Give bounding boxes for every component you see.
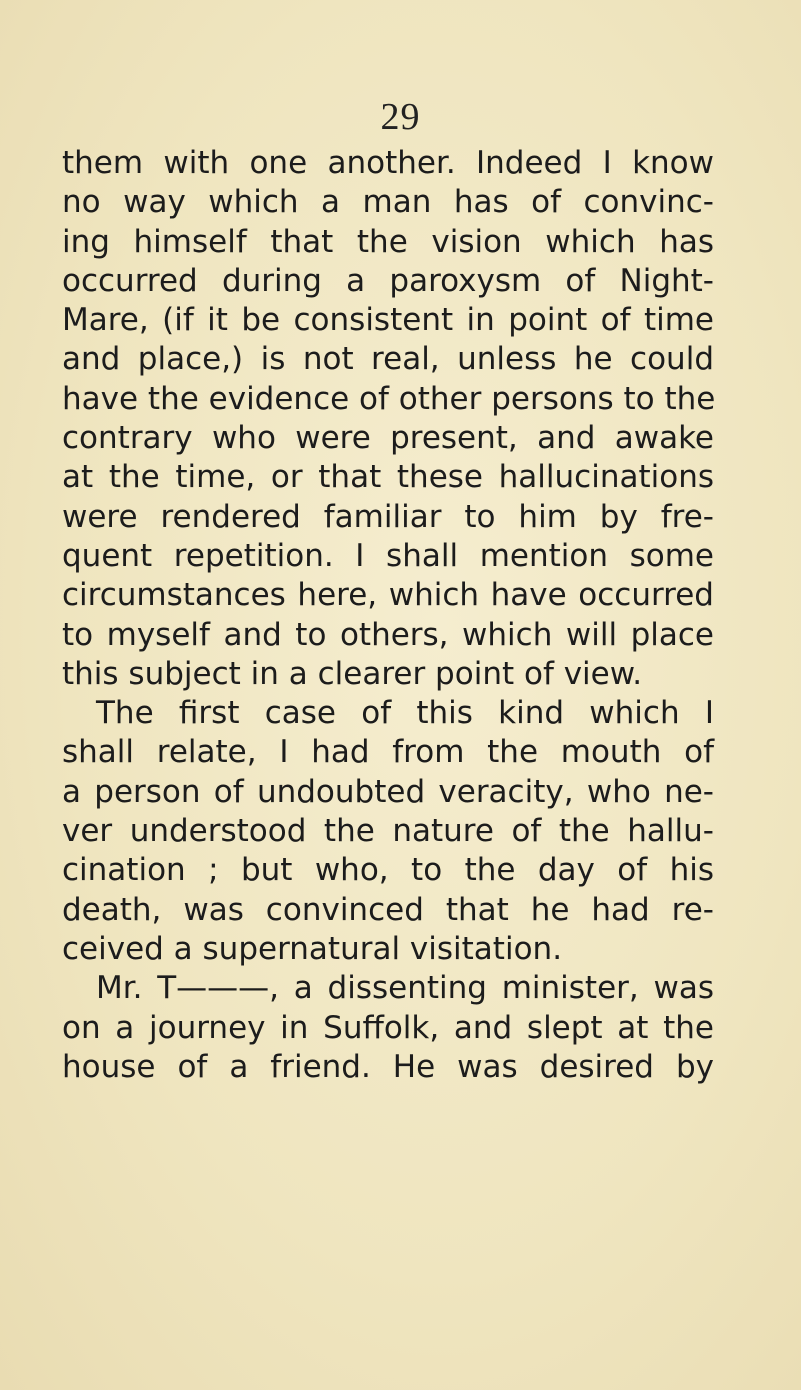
body-text	[62, 144, 714, 1087]
text-line: on a journey in Suffolk, and slept at the	[62, 1009, 714, 1046]
text-line: ver understood the nature of the hallu-	[62, 813, 714, 850]
text-line: Mare, (if it be consistent in point of time	[62, 302, 714, 339]
text-line: cination ; but who, to the day of his	[62, 852, 714, 889]
text-line: no way which a man has of convinc-	[62, 184, 714, 221]
text-line: to myself and to others, which will place	[62, 616, 714, 653]
text-line: them with one another. Indeed I know	[62, 145, 714, 181]
text-line: The first case of this kind which I	[96, 695, 714, 732]
text-line: ing himself that the vision which has	[62, 223, 714, 260]
text-line: quent repetition. I shall mention some	[62, 537, 714, 574]
text-line: circumstances here, which have occurred	[62, 577, 714, 614]
text-line: were rendered familiar to him by fre-	[62, 498, 714, 535]
text-line: house of a friend. He was desired by	[62, 1048, 714, 1085]
text-line: and place,) is not real, unless he could	[62, 341, 714, 378]
text-line: a person of undoubted veracity, who ne-	[62, 773, 714, 810]
text-line: this subject in a clearer point of view.	[62, 655, 643, 692]
text-line: ceived a supernatural visitation.	[62, 930, 563, 967]
text-line: death, was convinced that he had re-	[62, 891, 714, 928]
text-line: have the evidence of other persons to the	[62, 380, 716, 417]
text-line: contrary who were present, and awake	[62, 420, 714, 457]
text-line: shall relate, I had from the mouth of	[62, 734, 714, 771]
text-line: at the time, or that these hallucinations	[62, 459, 714, 496]
page-number: 29	[380, 96, 421, 138]
text-line: Mr. T———, a dissenting minister, was	[96, 970, 714, 1007]
text-line: occurred during a paroxysm of Night-	[62, 262, 714, 299]
